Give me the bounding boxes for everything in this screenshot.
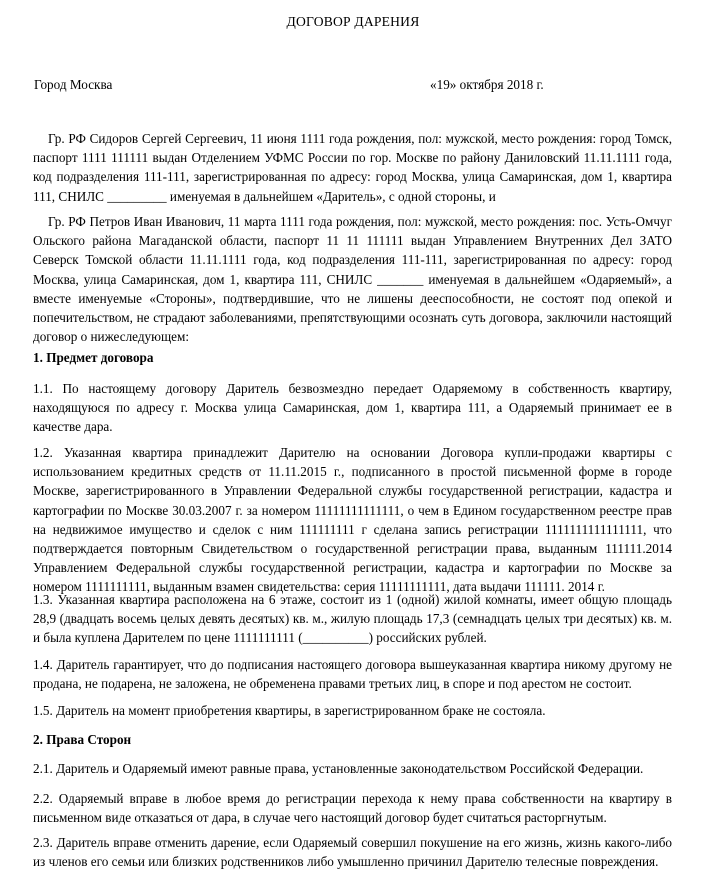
- clause-2-2: 2.2. Одаряемый вправе в любое время до регистрации перехода к нему права собственности на квартиру в письменном виде отказаться от дара, в случае чего настоящий договор будет считаться расторгнутым.: [33, 791, 672, 826]
- clause-1-3: 1.3. Указанная квартира расположена на 6 этаже, состоит из 1 (одной) жилой комнаты, имеет общую площадь 28,9 (двадцать восемь целых девять десятых) кв. м., жилую площадь 17,3 (семнадцать целых три десятых) кв. м. и была куплена Дарителем по цене 1111111111 (__________) российских рублей.: [33, 592, 672, 646]
- section-2-heading: 2. Права Сторон: [33, 732, 132, 747]
- document-title: ДОГОВОР ДАРЕНИЯ: [286, 14, 420, 29]
- clause-2-3: 2.3. Даритель вправе отменить дарение, если Одаряемый совершил покушение на его жизнь, жизнь какого-либо из членов его семьи или близких родственников либо умышленно причинил Дарителю телесные повреждения.: [33, 835, 672, 870]
- clause-1-1: 1.1. По настоящему договору Даритель безвозмездно передает Одаряемому в собственность квартиру, находящуюся по адресу г. Москва улица Самаринская, дом 1, квартира 111, а Одаряемый принимает ее в качестве дара.: [33, 381, 672, 435]
- contract-date: «19» октября 2018 г.: [430, 77, 544, 92]
- contract-city: Город Москва: [34, 77, 113, 92]
- clause-1-4: 1.4. Даритель гарантирует, что до подписания настоящего договора вышеуказанная квартира никому другому не продана, не подарена, не заложена, не обременена правами третьих лиц, в споре и под арестом не состоит.: [33, 657, 672, 692]
- party-recipient-paragraph: Гр. РФ Петров Иван Иванович, 11 марта 1111 года рождения, пол: мужской, место рождения: пос. Усть-Омчуг Ольского района Магаданской области, паспорт 11 11 111111 выдан Управлением Внутренних Дел ЗАТО Северск Томской области 11.11.1111 года, код подразделения 111-111, зарегистрированная по адресу: город Москва, улица Самаринская, дом 1, квартира 111, СНИЛС _______ именуемая в дальнейшем «Одаряемый», а вместе именуемые «Стороны», подтвердившие, что не лишены дееспособности, не состоят под опекой и попечительством, не страдают заболеваниями, препятствующими осознать суть договора, заключили настоящий договор о нижеследующем:: [33, 214, 672, 345]
- clause-2-1: 2.1. Даритель и Одаряемый имеют равные права, установленные законодательством Российской Федерации.: [33, 761, 644, 776]
- clause-1-2: 1.2. Указанная квартира принадлежит Дарителю на основании Договора купли-продажи квартиры с использованием кредитных средств от 11.11.2015 г., подписанного в простой письменной форме в городе Москве, зарегистрированного в Управлении Федеральной службы государственной регистрации, кадастра и картографии по Москве 30.03.2007 г. за номером 11111111111111, о чем в Едином государственном реестре прав на недвижимое имущество и сделок с ним 111111111 г сделана запись регистрации 1111111111111111, что подтверждается повторным Свидетельством о государственной регистрации права, выданным 111111.2014 Управлением Федеральной службы государственной регистрации, кадастра и картографии по Москве за номером 1111111111, выданным взамен свидетельства: серия 11111111111, дата выдачи 111111. 2014 г.: [33, 445, 672, 595]
- party-donor-paragraph: Гр. РФ Сидоров Сергей Сергеевич, 11 июня 1111 года рождения, пол: мужской, место рождения: город Томск, паспорт 1111 111111 выдан Отделением УФМС России по гор. Москве по району Даниловский 11.11.1111 года, код подразделения 111-111, зарегистрированная по адресу: город Москва, улица Самаринская, дом 1, квартира 111, СНИЛС _________ именуемая в дальнейшем «Даритель», с одной стороны, и: [33, 131, 672, 204]
- clause-1-5: 1.5. Даритель на момент приобретения квартиры, в зарегистрированном браке не состояла.: [33, 703, 546, 718]
- section-1-heading: 1. Предмет договора: [33, 350, 154, 365]
